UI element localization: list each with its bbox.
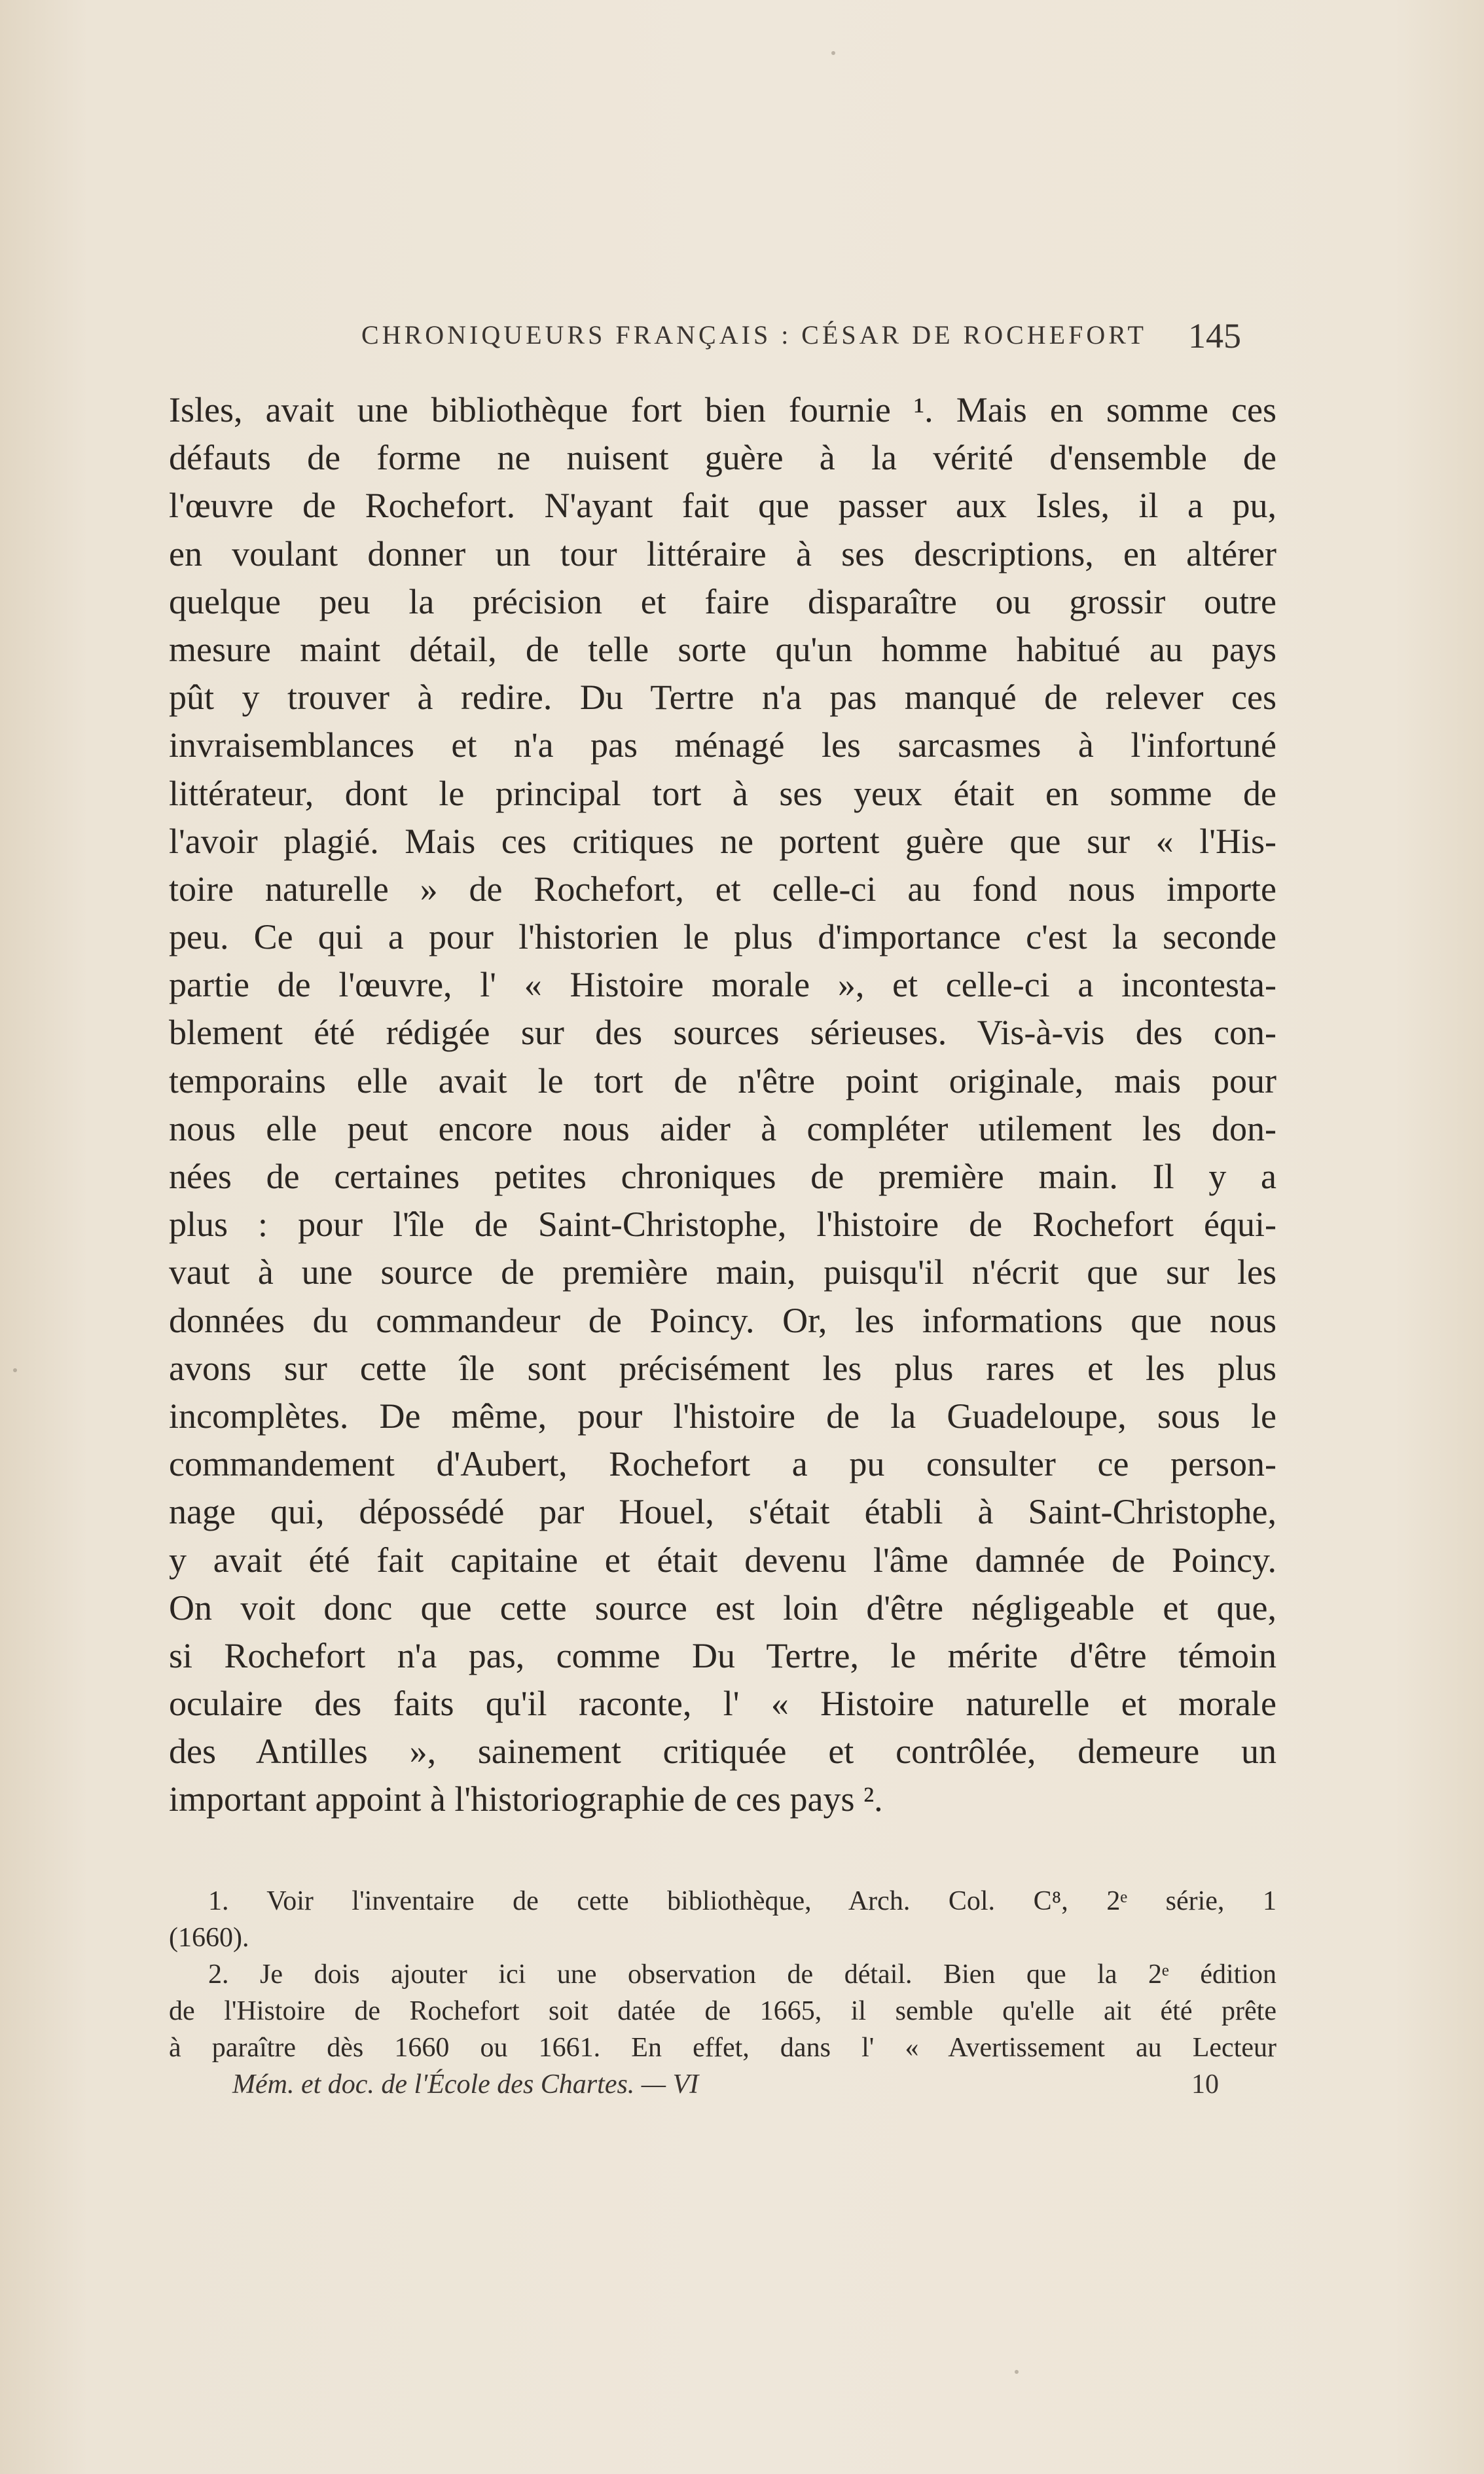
text-line: nées de certaines petites chroniques de première main. Il y a: [169, 1157, 1276, 1196]
text-line: données du commandeur de Poincy. Or, les informations que nous: [169, 1300, 1276, 1340]
text-line: peu. Ce qui a pour l'historien le plus d'importance c'est la seconde: [169, 917, 1276, 957]
footnote-line: 2. Je dois ajouter ici une observation de détail. Bien que la 2ᵉ édition: [208, 1959, 1276, 1990]
text-line: important appoint à l'historiographie de ces pays ².: [169, 1779, 883, 1819]
text-line: l'œuvre de Rochefort. N'ayant fait que passer aux Isles, il a pu,: [169, 486, 1276, 526]
text-line: y avait été fait capitaine et était devenu l'âme damnée de Poincy.: [169, 1540, 1276, 1580]
footnotes: [169, 1883, 1276, 2066]
text-line: vaut à une source de première main, puisqu'il n'écrit que sur les: [169, 1252, 1276, 1292]
main-text: [169, 386, 1276, 1824]
text-line: littérateur, dont le principal tort à ses yeux était en somme de: [169, 773, 1276, 813]
text-line: si Rochefort n'a pas, comme Du Tertre, le mérite d'être témoin: [169, 1635, 1276, 1675]
text-line: oculaire des faits qu'il raconte, l' « Histoire naturelle et morale: [169, 1684, 1276, 1724]
text-line: nous elle peut encore nous aider à compléter utilement les don-: [169, 1108, 1276, 1148]
text-line: pût y trouver à redire. Du Tertre n'a pas manqué de relever ces: [169, 678, 1276, 718]
paper-speck: [1015, 2370, 1019, 2374]
text-line: défauts de forme ne nuisent guère à la vérité d'ensemble de: [169, 438, 1276, 478]
footnote-line: (1660).: [169, 1923, 249, 1953]
text-line: l'avoir plagié. Mais ces critiques ne portent guère que sur « l'His-: [169, 821, 1276, 861]
text-line: On voit donc que cette source est loin d'être négligeable et que,: [169, 1588, 1276, 1628]
signature-number: 10: [1191, 2069, 1219, 2100]
footnote-line: de l'Histoire de Rochefort soit datée de 1665, il semble qu'elle ait été prête: [169, 1996, 1276, 2026]
text-line: partie de l'œuvre, l' « Histoire morale », et celle-ci a incontesta-: [169, 965, 1276, 1005]
signature-title: Mém. et doc. de l'École des Chartes. — VI: [232, 2069, 699, 2100]
text-line: en voulant donner un tour littéraire à ses descriptions, en altérer: [169, 534, 1276, 573]
footnote-line: 1. Voir l'inventaire de cette bibliothèque, Arch. Col. C⁸, 2ᵉ série, 1: [208, 1886, 1276, 1916]
text-line: Isles, avait une bibliothèque fort bien fournie ¹. Mais en somme ces: [169, 390, 1276, 429]
running-head: CHRONIQUEURS FRANÇAIS : CÉSAR DE ROCHEFORT: [361, 320, 1147, 350]
text-line: invraisemblances et n'a pas ménagé les sarcasmes à l'infortuné: [169, 725, 1276, 765]
text-line: avons sur cette île sont précisément les plus rares et les plus: [169, 1348, 1276, 1388]
paper-speck: [13, 1368, 17, 1372]
text-line: temporains elle avait le tort de n'être point originale, mais pour: [169, 1061, 1276, 1101]
page-number: 145: [1188, 316, 1241, 355]
text-line: nage qui, dépossédé par Houel, s'était établi à Saint-Christophe,: [169, 1492, 1276, 1532]
footnote-line: à paraître dès 1660 ou 1661. En effet, dans l' « Avertissement au Lecteur: [169, 2033, 1276, 2063]
text-line: quelque peu la précision et faire disparaître ou grossir outre: [169, 581, 1276, 621]
text-line: commandement d'Aubert, Rochefort a pu consulter ce person-: [169, 1444, 1276, 1484]
text-line: des Antilles », sainement critiquée et contrôlée, demeure un: [169, 1732, 1276, 1772]
text-line: incomplètes. De même, pour l'histoire de la Guadeloupe, sous le: [169, 1396, 1276, 1436]
text-line: toire naturelle » de Rochefort, et celle-ci au fond nous importe: [169, 869, 1276, 909]
text-line: mesure maint détail, de telle sorte qu'un homme habitué au pays: [169, 629, 1276, 669]
text-line: blement été rédigée sur des sources sérieuses. Vis-à-vis des con-: [169, 1013, 1276, 1053]
paper-speck: [831, 51, 835, 55]
text-line: plus : pour l'île de Saint-Christophe, l'histoire de Rochefort équi-: [169, 1205, 1276, 1245]
